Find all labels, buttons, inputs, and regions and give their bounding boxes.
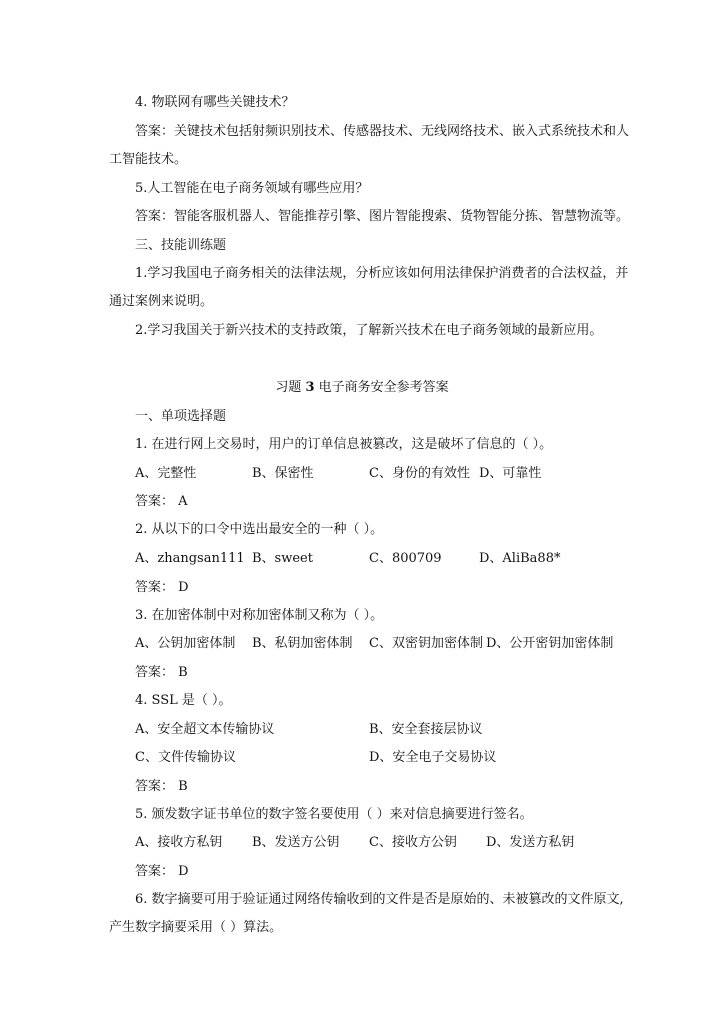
mc-2-option-b: B、sweet xyxy=(252,551,313,566)
question-5: 5.人工智能在电子商务领域有哪些应用？ xyxy=(135,181,369,196)
mc-4-option-a: A、安全超文本传输协议 xyxy=(135,722,275,737)
section-heading-skills: 三、技能训练题 xyxy=(135,238,227,253)
answer-4-line1: 答案：关键技术包括射频识别技术、传感器技术、无线网络技术、嵌入式系统技术和人 xyxy=(135,124,630,139)
mc-5-option-b: B、发送方公钥 xyxy=(252,835,340,850)
mc-1-option-d: D、可靠性 xyxy=(479,466,542,481)
chapter-title-number: 3 xyxy=(305,380,315,395)
mc-question-3: 3. 在加密体制中对称加密体制又称为（ ）。 xyxy=(135,608,384,623)
mc-4-option-d: D、安全电子交易协议 xyxy=(369,750,497,765)
mc-5-option-c: C、接收方公钥 xyxy=(369,835,457,850)
chapter-title xyxy=(0,380,724,396)
mc-question-1: 1. 在进行网上交易时，用户的订单信息被篡改，这是破坏了信息的（ ）。 xyxy=(135,437,553,452)
mc-2-option-a: A、zhangsan111 xyxy=(135,551,245,566)
mc-5-option-a: A、接收方私钥 xyxy=(135,835,223,850)
chapter-title-text: 电子商务安全参考答案 xyxy=(318,380,449,395)
mc-4-option-c: C、文件传输协议 xyxy=(135,750,236,765)
question-4: 4. 物联网有哪些关键技术？ xyxy=(135,95,295,110)
task-1-line2: 通过案例来说明。 xyxy=(109,294,214,309)
mc-question-4: 4. SSL 是（ ）。 xyxy=(135,693,232,708)
mc-4-answer: 答案： B xyxy=(135,779,188,794)
mc-1-option-c: C、身份的有效性 xyxy=(369,466,470,481)
mc-2-answer: 答案： D xyxy=(135,580,189,595)
mc-question-5: 5. 颁发数字证书单位的数字签名要使用（ ）来对信息摘要进行签名。 xyxy=(135,807,533,822)
mc-3-option-b: B、私钥加密体制 xyxy=(252,636,353,651)
mc-5-option-d: D、发送方私钥 xyxy=(486,835,575,850)
mc-1-answer: 答案： A xyxy=(135,494,188,509)
task-1-line1: 1.学习我国电子商务相关的法律法规，分析应该如何用法律保护消费者的合法权益，并 xyxy=(135,266,629,281)
mc-question-2: 2. 从以下的口令中选出最安全的一种（ ）。 xyxy=(135,522,384,537)
mc-question-6-line2: 产生数字摘要采用（ ）算法。 xyxy=(109,920,283,935)
section-heading-single-choice: 一、单项选择题 xyxy=(135,409,227,424)
mc-3-answer: 答案： B xyxy=(135,665,188,680)
mc-3-option-c: C、双密钥加密体制 xyxy=(369,636,483,651)
chapter-title-prefix: 习题 xyxy=(275,380,302,395)
mc-3-option-a: A、公钥加密体制 xyxy=(135,636,236,651)
mc-5-answer: 答案： D xyxy=(135,864,189,879)
mc-3-option-d: D、公开密钥加密体制 xyxy=(486,636,614,651)
mc-2-option-c: C、800709 xyxy=(369,551,442,566)
answer-5: 答案：智能客服机器人、智能推荐引擎、图片智能搜索、货物智能分拣、智慧物流等。 xyxy=(135,209,630,224)
answer-4-line2: 工智能技术。 xyxy=(109,152,188,167)
mc-1-option-b: B、保密性 xyxy=(252,466,314,481)
mc-2-option-d: D、AliBa88* xyxy=(479,551,561,566)
task-2: 2.学习我国关于新兴技术的支持政策，了解新兴技术在电子商务领域的最新应用。 xyxy=(135,323,603,338)
mc-1-option-a: A、完整性 xyxy=(135,466,197,481)
mc-4-option-b: B、安全套接层协议 xyxy=(369,722,483,737)
mc-question-6-line1: 6. 数字摘要可用于验证通过网络传输收到的文件是否是原始的、未被篡改的文件原文, xyxy=(135,892,624,907)
